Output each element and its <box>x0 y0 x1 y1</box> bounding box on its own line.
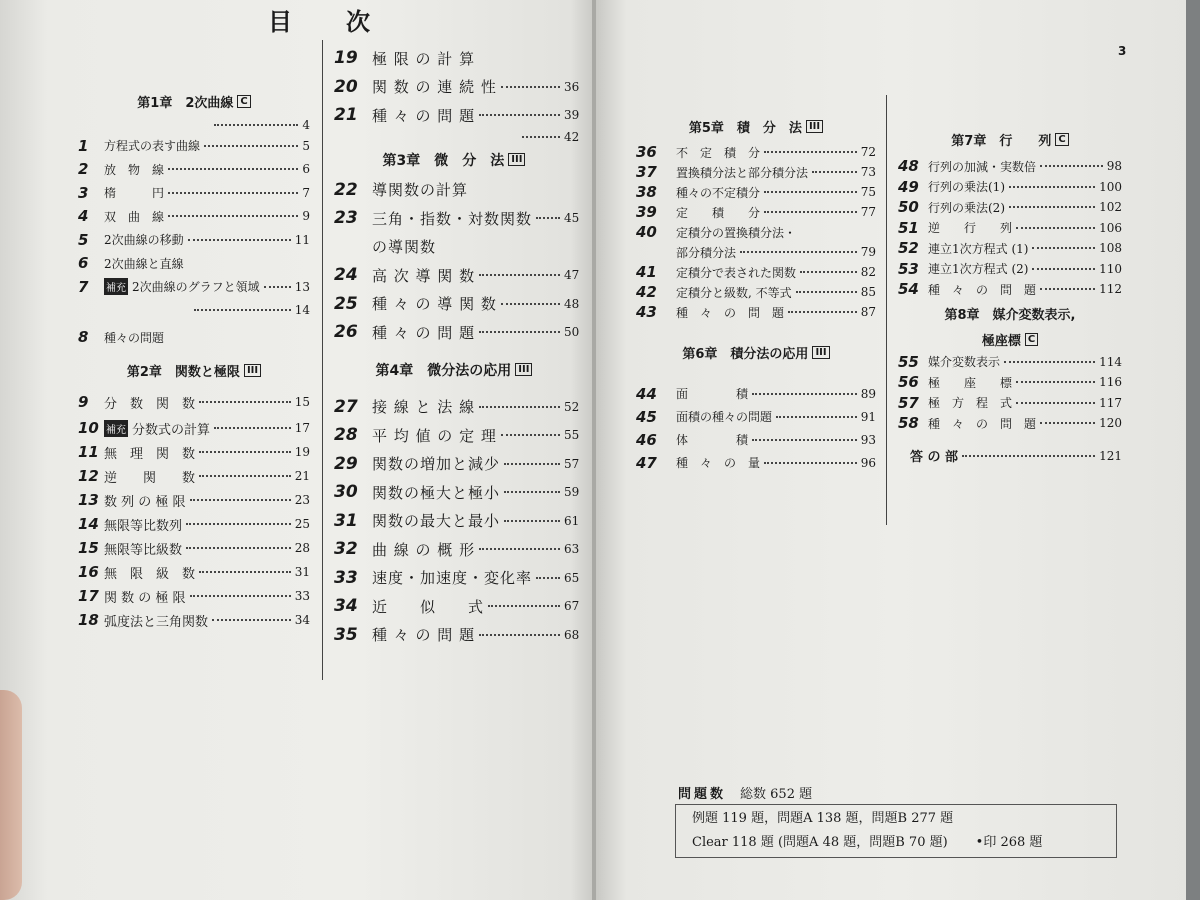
list-item: 1 方程式の表す曲線 5 <box>78 136 310 155</box>
list-item: 40 定積分の置換積分法・ <box>636 223 797 241</box>
list-item: 13 数 列 の 極 限 23 <box>78 491 310 510</box>
list-item: 38 種々の不定積分 75 <box>636 183 876 201</box>
list-item: 33 速度・加速度・変化率 65 <box>334 567 580 588</box>
list-item: 45 面積の種々の問題 91 <box>636 407 876 426</box>
list-item: 3 楕 円 7 <box>78 183 310 202</box>
list-item: 12 逆 関 数 21 <box>78 467 310 486</box>
list-item: 答 の 部 121 <box>910 448 1122 465</box>
list-item: 25 種 々 の 導 関 数 48 <box>334 293 580 314</box>
chapter-heading: 第4章 微分法の応用 III <box>334 347 574 393</box>
list-item: 44 面 積 89 <box>636 384 876 403</box>
chapter-heading: 第7章 行 列 C <box>898 122 1122 156</box>
course-badge: C <box>237 95 250 108</box>
list-item: の導関数 <box>372 238 437 257</box>
chapter-heading: 第1章 2次曲線 C <box>78 86 310 116</box>
list-item: 28 平 均 値 の 定 理 55 <box>334 425 580 446</box>
list-item: 42 定積分と級数, 不等式 85 <box>636 283 876 301</box>
list-item: 10 補充 分数式の計算 17 <box>78 419 310 438</box>
list-item: 31 関数の最大と最小 61 <box>334 510 580 531</box>
list-item: 16 無 限 級 数 31 <box>78 563 310 582</box>
list-item: 23 三角・指数・対数関数 45 <box>334 208 580 229</box>
list-item: 55 媒介変数表示 114 <box>898 352 1122 371</box>
course-badge: III <box>812 346 829 359</box>
list-item: 53 連立1次方程式 (2) 110 <box>898 259 1122 278</box>
list-item: 54 種 々 の 問 題 112 <box>898 280 1122 299</box>
list-item: 部分積分法 79 <box>676 245 876 260</box>
page-edge <box>1186 0 1200 900</box>
toc-column-1 <box>78 86 310 632</box>
toc-title: 目 次 <box>268 8 372 36</box>
course-badge: III <box>244 364 261 377</box>
list-item: 56 極 座 標 116 <box>898 373 1122 392</box>
list-item: 7 補充 2次曲線のグラフと領域 13 <box>78 277 310 296</box>
list-item: 47 種 々 の 量 96 <box>636 453 876 472</box>
course-badge: III <box>508 153 525 166</box>
toc-column-2 <box>334 44 580 649</box>
list-item: 21 種 々 の 問 題 39 <box>334 105 580 126</box>
list-item: 4 <box>78 116 310 134</box>
chapter-heading: 第5章 積 分 法 III <box>636 110 876 142</box>
list-item: 52 連立1次方程式 (1) 108 <box>898 239 1122 258</box>
course-badge: III <box>515 363 532 376</box>
thumb <box>0 690 22 900</box>
list-item: 14 無限等比数列 25 <box>78 515 310 534</box>
list-item: 43 種 々 の 問 題 87 <box>636 303 876 321</box>
list-item: 8 種々の問題 <box>78 328 165 346</box>
column-divider <box>322 40 323 680</box>
summary-line-1: 例題 119 題，問題A 138 題，問題B 277 題 <box>692 810 954 826</box>
list-item: 4 双 曲 線 9 <box>78 207 310 226</box>
course-badge: C <box>1055 133 1068 146</box>
chapter-heading: 第3章 微 分 法 III <box>334 144 574 176</box>
chapter-heading: 第6章 積分法の応用 III <box>636 322 876 382</box>
chapter-heading: 第2章 関数と極限 III <box>78 352 310 388</box>
toc-column-4 <box>898 122 1122 478</box>
list-item: 14 <box>78 299 310 323</box>
list-item: 32 曲 線 の 概 形 63 <box>334 539 580 560</box>
summary-line-2: Clear 118 題 (問題A 48 題，問題B 70 題) •印 268 題 <box>692 834 1043 850</box>
list-item: 39 定 積 分 77 <box>636 203 876 221</box>
list-item: 49 行列の乗法(1) 100 <box>898 177 1122 196</box>
chapter-heading: 第8章 媒介変数表示, <box>944 308 1076 323</box>
list-item: 58 種 々 の 問 題 120 <box>898 414 1122 433</box>
list-item: 17 関 数 の 極 限 33 <box>78 587 310 606</box>
list-item: 9 分 数 関 数 15 <box>78 393 310 412</box>
chapter-heading-continued: 極座標 C <box>898 328 1122 352</box>
list-item: 35 種 々 の 問 題 68 <box>334 624 580 645</box>
list-item: 50 行列の乗法(2) 102 <box>898 198 1122 217</box>
problem-count-summary <box>678 780 1042 852</box>
list-item: 41 定積分で表された関数 82 <box>636 263 876 281</box>
list-item: 27 接 線 と 法 線 52 <box>334 396 580 417</box>
list-item: 46 体 積 93 <box>636 430 876 449</box>
list-item: 26 種 々 の 問 題 50 <box>334 322 580 343</box>
list-item: 48 行列の加減・実数倍 98 <box>898 157 1122 176</box>
list-item: 18 弧度法と三角関数 34 <box>78 611 310 630</box>
list-item: 36 不 定 積 分 72 <box>636 143 876 161</box>
list-item: 51 逆 行 列 106 <box>898 218 1122 237</box>
column-divider <box>886 95 887 525</box>
supplement-tag: 補充 <box>104 420 128 437</box>
list-item: 5 2次曲線の移動 11 <box>78 230 310 249</box>
list-item: 34 近 似 式 67 <box>334 596 580 617</box>
page-number: 3 <box>1118 44 1127 58</box>
list-item: 42 <box>334 130 574 144</box>
course-badge: C <box>1025 333 1038 346</box>
list-item: 22 導関数の計算 <box>334 179 469 200</box>
list-item: 37 置換積分法と部分積分法 73 <box>636 163 876 181</box>
list-item: 6 2次曲線と直線 <box>78 254 184 273</box>
toc-column-3 <box>636 110 876 474</box>
list-item: 20 関 数 の 連 続 性 36 <box>334 76 580 97</box>
list-item: 24 高 次 導 関 数 47 <box>334 265 580 286</box>
list-item: 30 関数の極大と極小 59 <box>334 482 580 503</box>
list-item: 11 無 理 関 数 19 <box>78 443 310 462</box>
supplement-tag: 補充 <box>104 278 128 295</box>
list-item: 19 極 限 の 計 算 <box>334 48 476 69</box>
course-badge: III <box>806 120 823 133</box>
summary-total-line: 問題数 総数 652 題 <box>678 786 813 802</box>
list-item: 29 関数の増加と減少 57 <box>334 453 580 474</box>
list-item: 15 無限等比級数 28 <box>78 539 310 558</box>
list-item: 57 極 方 程 式 117 <box>898 393 1122 412</box>
list-item: 2 放 物 線 6 <box>78 160 310 179</box>
